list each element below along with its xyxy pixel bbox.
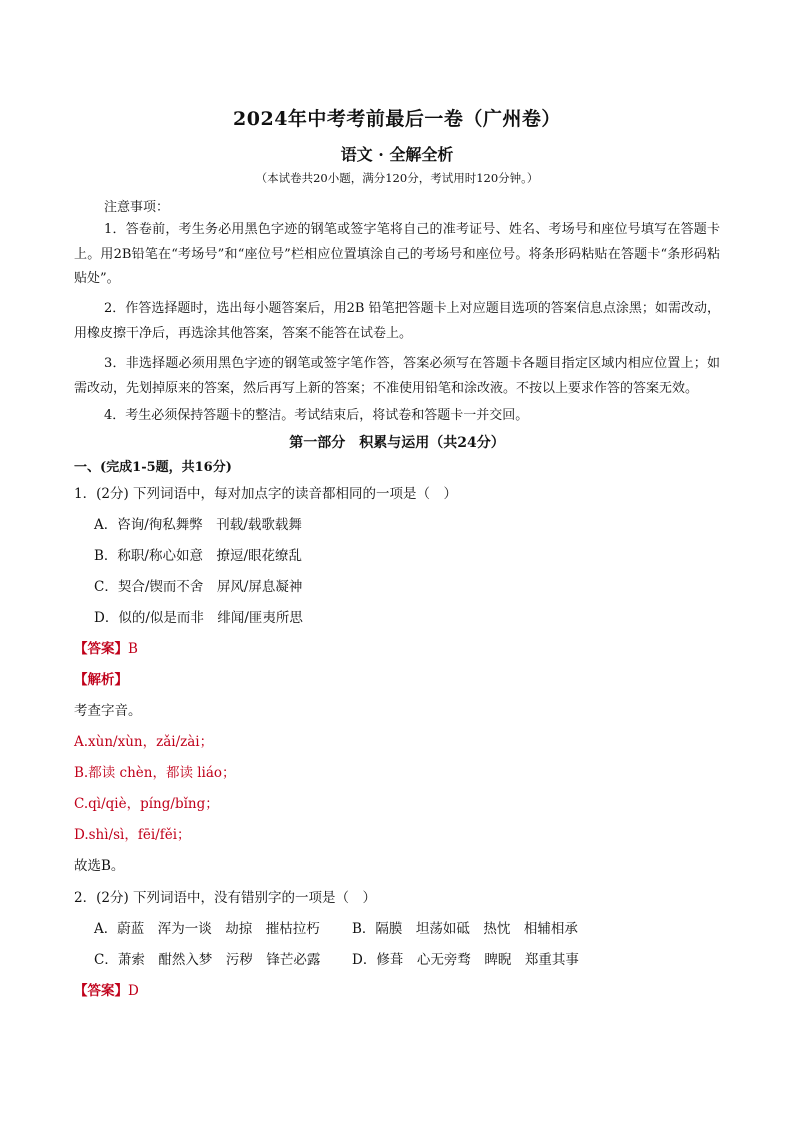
- q1-analysis-line: 考查字音。: [74, 703, 142, 719]
- section-title: 第一部分 积累与运用（共24分）: [289, 435, 505, 451]
- page-subtitle: 语文 · 全解全析: [340, 145, 454, 164]
- group-heading: 一、(完成1-5题，共16分): [74, 460, 232, 475]
- answer-label: 【答案】: [74, 983, 128, 999]
- q1-stem: 1．(2分) 下列词语中，每对加点字的读音都相同的一项是（ ）: [74, 486, 458, 502]
- q1-option-b: B．称职/称心如意 撩逗/眼花缭乱: [94, 548, 303, 564]
- page-title: 2024年中考考前最后一卷（广州卷）: [233, 108, 561, 130]
- q1-analysis-label: 【解析】: [74, 672, 128, 688]
- notice-item-4: 4．考生必须保持答题卡的整洁。考试结束后，将试卷和答题卡一并交回。: [104, 408, 529, 423]
- q1-option-c: C．契合/锲而不舍 屏风/屏息凝神: [94, 579, 303, 595]
- q1-analysis-line: D.shì/sì，fēi/fěi；: [74, 827, 191, 843]
- q2-answer: [74, 979, 139, 999]
- notices-heading: 注意事项：: [104, 200, 170, 215]
- q1-option-a: A．咨询/徇私舞弊 刊载/载歌载舞: [94, 517, 302, 533]
- answer-value: B: [128, 641, 138, 657]
- answer-label: 【答案】: [74, 641, 128, 657]
- q1-analysis-line: A.xùn/xùn，zǎi/zài；: [74, 734, 214, 750]
- q2-option-a: A．蔚蓝 浑为一谈 劫掠 摧枯拉朽: [94, 921, 320, 937]
- q2-stem: 2．(2分) 下列词语中，没有错别字的一项是（ ）: [74, 890, 377, 906]
- q1-analysis-line: B.都读 chèn，都读 liáo；: [74, 765, 236, 781]
- notice-item-3: 3．非选择题必须用黑色字迹的钢笔或签字笔作答，答案必须写在答题卡各题目指定区域内相应位置上；如需改动，先划掉原来的答案，然后再写上新的答案；不准使用铅笔和涂改液。不按以上要求作答的答案无效。: [74, 356, 720, 396]
- q1-analysis-line: 故选B。: [74, 858, 125, 874]
- exam-note: （本试卷共20小题，满分120分，考试用时120分钟。）: [255, 171, 539, 185]
- q2-option-c: C．萧索 酣然入梦 污秽 锋芒必露: [94, 952, 321, 968]
- notice-item-2: 2．作答选择题时，选出每小题答案后，用2B 铅笔把答题卡上对应题目选项的答案信息点涂黑；如需改动，用橡皮擦干净后，再选涂其他答案，答案不能答在试卷上。: [74, 301, 720, 341]
- notice-item-1: 1．答卷前，考生务必用黑色字迹的钢笔或签字笔将自己的准考证号、姓名、考场号和座位号填写在答题卡上。用2B铅笔在“考场号”和“座位号”栏相应位置填涂自己的考场号和座位号。将条形码粘贴在答题卡“条形码粘贴处”。: [74, 222, 720, 286]
- q2-option-d: D．修葺 心无旁骛 睥睨 郑重其事: [352, 952, 579, 968]
- answer-value: D: [128, 983, 139, 999]
- q1-option-d: D．似的/似是而非 绯闻/匪夷所思: [94, 610, 303, 626]
- q1-answer: [74, 637, 138, 657]
- q2-option-b: B．隔膜 坦荡如砥 热忱 相辅相承: [352, 921, 578, 937]
- q1-analysis-line: C.qì/qiè，píng/bǐng；: [74, 796, 219, 812]
